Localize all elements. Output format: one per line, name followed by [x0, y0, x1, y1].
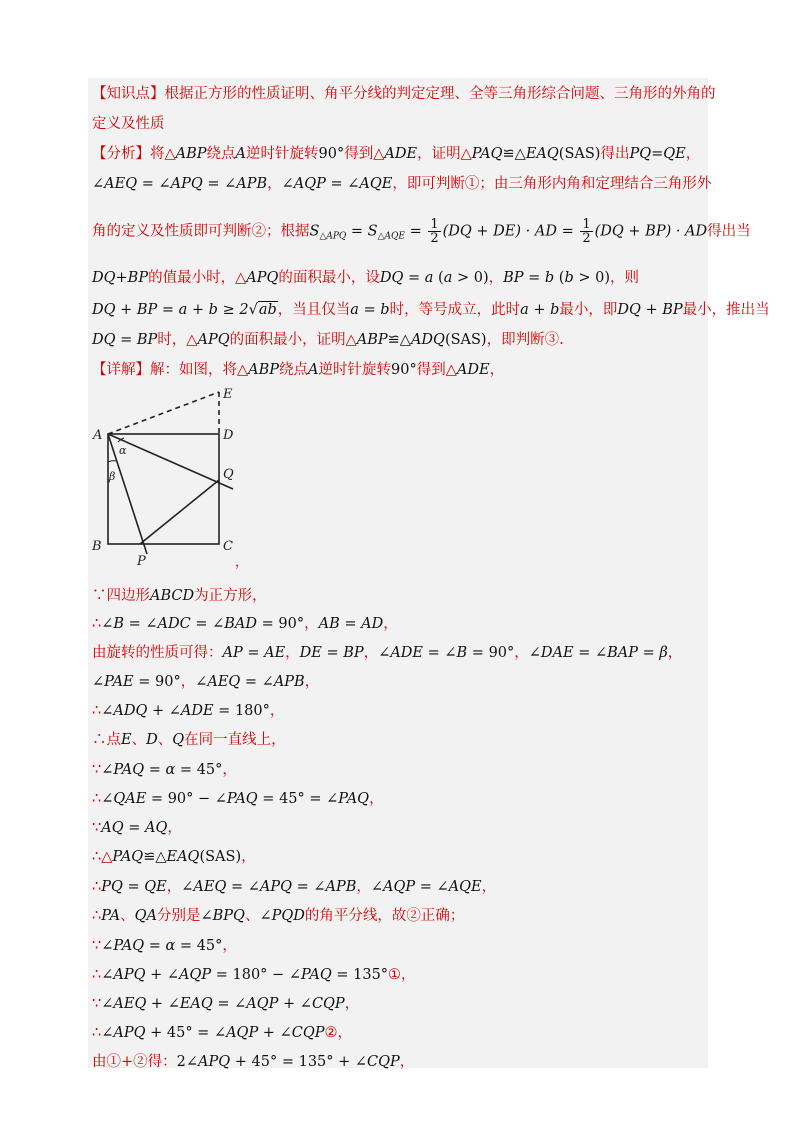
text-line-s17 — [92, 1050, 414, 1071]
text-run: ∵ — [92, 996, 102, 1012]
text-run: = 45° = — [257, 791, 327, 807]
text-line-s9 — [92, 816, 182, 837]
text-run: BP — [127, 270, 149, 286]
text-run: ∠AEQ = ∠APB — [195, 674, 305, 690]
text-run: 定义及性质 — [92, 116, 165, 132]
text-run: ，即判断③. — [486, 332, 564, 348]
text-run: ， — [344, 996, 360, 1012]
text-run: 的角平分线，故②正确； — [304, 908, 465, 924]
text-run: ∴点 — [92, 732, 121, 748]
text-run: + 45° = — [145, 1025, 214, 1041]
text-run: ∠AQP + ∠CQP — [213, 1025, 325, 1041]
text-run: ≌△ — [143, 849, 167, 865]
text-run: ∵ — [92, 938, 102, 954]
text-line-s15 — [92, 992, 359, 1013]
text-run: = 135° — [331, 967, 389, 983]
label-a: A — [93, 428, 103, 443]
text-run: ， — [383, 616, 398, 632]
text-run: ， — [167, 820, 182, 836]
text-run: ∠PAQ — [326, 791, 370, 807]
text-run: 得出 — [600, 146, 630, 162]
text-run: = — [339, 616, 362, 632]
text-run: APQ — [197, 332, 230, 348]
text-run: ∠CQP — [354, 1054, 400, 1070]
text-run: PQ — [629, 146, 652, 162]
text-run: D — [146, 732, 158, 748]
text-run: ② — [324, 1025, 338, 1041]
text-line-s3 — [92, 641, 682, 662]
text-run: ADE — [456, 362, 490, 378]
label-alpha: α — [119, 444, 127, 457]
fraction-half-2: $\frac{1}{2}$ — [582, 217, 591, 246]
segment-pq — [140, 480, 219, 544]
text-run: = 45° — [175, 762, 223, 778]
text-run: ， — [488, 270, 504, 286]
text-line-s16 — [92, 1021, 352, 1042]
text-run: a — [424, 270, 434, 286]
text-run: ，证明△ — [417, 146, 472, 162]
text-run: PAQ — [112, 849, 144, 865]
text-run: QA — [134, 908, 157, 924]
text-run: ∵四边形 — [92, 588, 150, 604]
text-run: ≌△ — [387, 332, 411, 348]
text-run: ABCD — [150, 588, 195, 604]
label-c: C — [223, 539, 233, 554]
text-run: BP — [503, 270, 524, 286]
text-run: E — [121, 732, 132, 748]
text-line-s8 — [92, 787, 384, 808]
label-p: P — [137, 554, 146, 569]
text-run: A — [308, 362, 319, 378]
text-run: b — [564, 270, 574, 286]
label-e: E — [223, 387, 233, 402]
text-line-s4 — [92, 670, 319, 691]
text-run: 的面积最小，设 — [278, 270, 380, 286]
text-run: (SAS) — [199, 849, 242, 865]
fraction-half: $\frac{1}{2}$ — [430, 217, 439, 246]
text-run: ∴△ — [92, 849, 113, 865]
text-run: + — [115, 270, 128, 286]
text-run: 解：如图，将△ — [150, 362, 249, 378]
text-run: 、 — [157, 732, 173, 748]
text-run: ， — [304, 674, 320, 690]
text-line-l1 — [92, 82, 716, 103]
text-run: A — [235, 146, 247, 162]
text-run: 【知识点】 — [92, 86, 165, 102]
text-run: ， — [222, 762, 237, 778]
text-run: DQ — [92, 332, 116, 348]
text-run: 、 — [131, 732, 147, 748]
text-run: ( — [554, 270, 565, 286]
text-run: DQ — [92, 270, 116, 286]
text-line-s7 — [92, 758, 237, 779]
text-run: = 90° — [467, 645, 515, 661]
text-run: 、 — [120, 908, 135, 924]
text-run: ∠APQ — [101, 1025, 146, 1041]
text-run: = — [242, 645, 265, 661]
text-run: ， — [401, 967, 416, 983]
text-run: 将△ — [150, 146, 176, 162]
text-run: 90° — [391, 362, 417, 378]
text-run: AQ — [101, 820, 124, 836]
text-run: ∴ — [92, 967, 102, 983]
text-run: DE — [299, 645, 322, 661]
text-line-s1 — [92, 584, 267, 605]
text-run: 的值最小时，△ — [148, 270, 247, 286]
text-run: ≌△ — [502, 146, 526, 162]
text-run: PA — [101, 908, 121, 924]
text-run: ∠BPQ — [200, 908, 245, 924]
text-run: AQ — [144, 820, 168, 836]
text-run: 绕点 — [279, 362, 309, 378]
text-run: ∠QAE — [101, 791, 147, 807]
text-run: = — [123, 820, 145, 836]
text-run: BP — [136, 332, 158, 348]
figure-trailing-comma: ， — [235, 555, 248, 570]
text-run: ， — [304, 616, 319, 632]
text-run: ， — [514, 645, 529, 661]
text-run: ∠AEQ + ∠EAQ = ∠AQP + ∠CQP — [101, 996, 345, 1012]
text-run: = — [321, 645, 344, 661]
text-run: ， — [481, 879, 497, 895]
text-run: PAQ — [471, 146, 503, 162]
text-run: ， — [399, 1054, 415, 1070]
label-d: D — [223, 428, 234, 443]
text-line-l4 — [92, 172, 711, 193]
text-line-s6 — [92, 728, 286, 749]
text-line-l2 — [92, 112, 165, 133]
text-run: ADE — [384, 146, 418, 162]
text-run: ∴ — [92, 791, 102, 807]
text-run: ∠AQP = ∠AQE — [370, 879, 482, 895]
text-run: ∠PAQ = α — [101, 938, 176, 954]
text-run: 2 — [176, 1054, 186, 1070]
text-run: ∠PAE — [92, 674, 134, 690]
text-run: ，则 — [610, 270, 640, 286]
text-run: Q — [172, 732, 185, 748]
text-run: ， — [166, 879, 182, 895]
text-run: APQ — [246, 270, 279, 286]
segment-ae — [108, 392, 219, 434]
text-run: ∠AEQ = ∠APQ = ∠APB — [92, 176, 268, 192]
text-line-s13 — [92, 934, 237, 955]
text-run: EAQ — [166, 849, 200, 865]
text-run: > 0) — [573, 270, 611, 286]
text-run: ，即可判断①；由三角形内角和定理结合三角形外 — [392, 176, 712, 192]
text-run: 分别是 — [157, 908, 201, 924]
text-line-s5 — [92, 699, 284, 720]
text-run: ∠ADQ + ∠ADE — [101, 703, 214, 719]
text-run: = — [651, 146, 664, 162]
segment-ap — [108, 434, 147, 554]
text-run: ∴ — [92, 703, 102, 719]
text-run: (SAS) — [558, 146, 601, 162]
text-run: BP — [343, 645, 364, 661]
text-run: QE — [663, 146, 686, 162]
text-run: ， — [269, 703, 285, 719]
text-run: = — [122, 879, 145, 895]
text-run: QE — [144, 879, 167, 895]
text-run: 由①+②得： — [92, 1054, 177, 1070]
text-run: ， — [285, 645, 300, 661]
text-run: 90° — [318, 146, 345, 162]
text-line-s12 — [92, 904, 464, 925]
analysis-line-inequality: DQ + BP = a + b ≥ 2√ab，当且仅当a = b时，等号成立，此时a + b最小，即DQ + BP最小，推出当 — [92, 302, 770, 318]
text-run: > 0) — [452, 270, 489, 286]
text-run: 逆时针旋转 — [318, 362, 392, 378]
text-run: 得到△ — [416, 362, 457, 378]
text-line-s2 — [92, 612, 398, 633]
text-run: ， — [489, 362, 505, 378]
text-run: = — [403, 270, 425, 286]
text-run: ∠PAQ = α — [101, 762, 176, 778]
text-run: ， — [356, 879, 371, 895]
text-run: ∠APQ + ∠AQP — [101, 967, 212, 983]
text-run: ( — [433, 270, 444, 286]
text-run: ， — [363, 645, 379, 661]
text-run: = — [523, 270, 545, 286]
text-run: b — [544, 270, 555, 286]
text-run: 时，△ — [157, 332, 198, 348]
text-run: a — [443, 270, 453, 286]
text-run: 【详解】 — [92, 362, 150, 378]
text-run: 【分析】 — [92, 146, 150, 162]
text-run: DQ — [379, 270, 404, 286]
text-run: ， — [685, 146, 701, 162]
text-run: ∵ — [92, 762, 102, 778]
text-run: ， — [180, 674, 196, 690]
text-line-s11 — [92, 875, 496, 896]
text-run: ① — [388, 967, 402, 983]
text-run: ， — [667, 645, 683, 661]
sqrt-symbol: √ — [248, 302, 258, 318]
text-run: ， — [267, 176, 282, 192]
text-run: ∠AQP = ∠AQE — [281, 176, 393, 192]
text-run: AD — [361, 616, 384, 632]
angle-beta-arc — [108, 461, 116, 462]
text-run: PQ — [101, 879, 123, 895]
analysis-line-area-formula: 角的定义及性质即可判断②；根据$S_{\triangle APQ} = S_{\triangle AQE}$ = $\frac{1}{2}$ (DQ + DE) · AD = $\frac{1}{2}$ (DQ + BP) · AD得出当 — [92, 217, 751, 246]
text-line-l8 — [92, 328, 564, 349]
text-line-l3 — [92, 142, 700, 163]
text-run: 绕点 — [206, 146, 236, 162]
text-line-l9 — [92, 358, 504, 379]
text-run: 逆时针旋转 — [246, 146, 319, 162]
text-line-s14 — [92, 963, 416, 984]
text-run: 为正方形， — [194, 588, 267, 604]
text-run: ， — [369, 791, 384, 807]
text-line-l6 — [92, 266, 639, 287]
text-run: ∴ — [92, 908, 102, 924]
text-run: ∴ — [92, 879, 102, 895]
text-run: ， — [337, 1025, 352, 1041]
text-run: AE — [264, 645, 286, 661]
text-run: = 90° — [133, 674, 181, 690]
label-b: B — [92, 539, 102, 554]
text-run: AP — [222, 645, 243, 661]
text-run: ， — [241, 849, 256, 865]
text-run: ABP — [248, 362, 280, 378]
text-run: = 180° − — [211, 967, 289, 983]
text-run: 根据正方形的性质证明、角平分线的判定定理、全等三角形综合问题、三角形的外角的 — [164, 86, 716, 102]
text-run: 由旋转的性质可得： — [92, 645, 223, 661]
text-run: ∠PQD — [259, 908, 305, 924]
text-run: (SAS) — [444, 332, 487, 348]
text-run: 的面积最小，证明△ — [229, 332, 357, 348]
text-run: ∴ — [92, 1025, 102, 1041]
text-run: = 45° — [175, 938, 223, 954]
text-run: ADQ — [410, 332, 445, 348]
text-run: = 90° — [257, 616, 305, 632]
text-run: ∵ — [92, 820, 102, 836]
label-beta: β — [109, 470, 116, 483]
text-run: 在同一直线上， — [184, 732, 286, 748]
text-run: ∠DAE = ∠BAP = β — [528, 645, 668, 661]
text-run: ， — [222, 938, 237, 954]
text-run: = 180° — [213, 703, 270, 719]
text-run: AB — [318, 616, 340, 632]
text-run: 、 — [244, 908, 260, 924]
text-run: ∴ — [92, 616, 102, 632]
text-run: ∠AEQ = ∠APQ = ∠APB — [181, 879, 357, 895]
text-run: + 45° = 135° + — [230, 1054, 355, 1070]
text-run: 得到△ — [344, 146, 385, 162]
text-run: ABP — [356, 332, 388, 348]
text-run: ∠APQ — [185, 1054, 231, 1070]
text-line-s10 — [92, 845, 256, 866]
text-run: ∠PAQ — [288, 967, 332, 983]
geometry-figure — [88, 382, 248, 572]
text-run: ABP — [175, 146, 207, 162]
text-run: ∠PAQ — [214, 791, 258, 807]
text-run: EAQ — [525, 146, 559, 162]
text-run: ∠B = ∠ADC = ∠BAD — [101, 616, 258, 632]
text-run: = 90° − — [146, 791, 215, 807]
segment-aq — [108, 434, 233, 489]
label-q: Q — [223, 467, 234, 482]
text-run: = — [115, 332, 137, 348]
text-run: ∠ADE = ∠B — [378, 645, 468, 661]
